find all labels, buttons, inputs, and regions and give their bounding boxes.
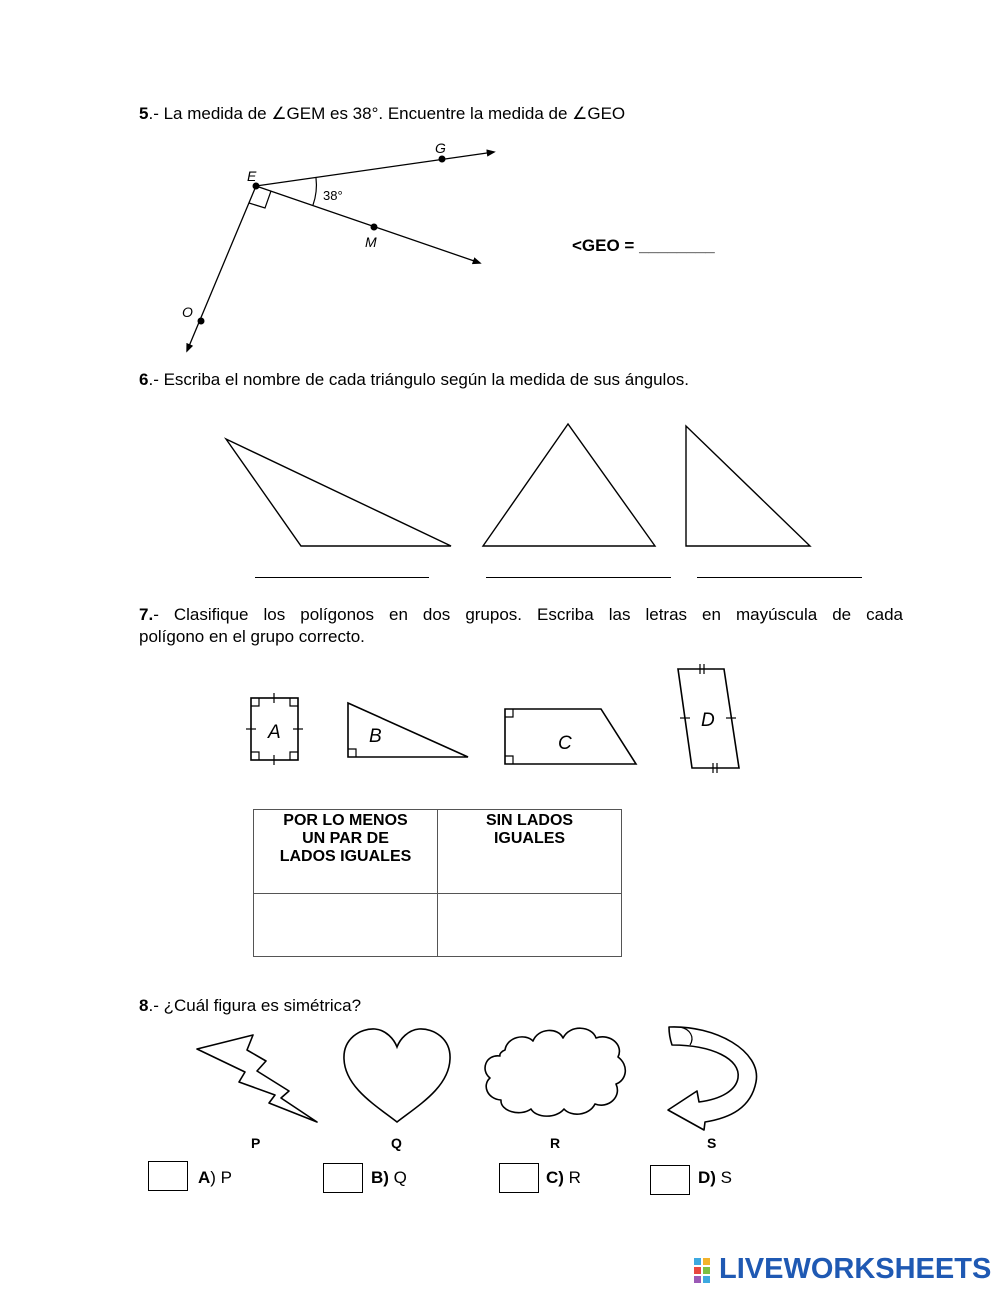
option-d-letter: D) [698,1168,716,1187]
header-col2-line1: SIN LADOS [485,812,574,829]
option-a-checkbox[interactable] [148,1161,188,1191]
triangle-obtuse [226,439,451,546]
angle-arc [313,178,316,205]
q7-prompt-line2: polígono en el grupo correcto. [139,627,365,646]
q5-number: 5 [139,104,149,123]
shape-c-label: C [558,733,572,754]
shape-d-label: D [701,710,715,731]
option-b-label [371,1168,407,1188]
header-col1 [254,810,438,894]
figure-label-q: Q [391,1135,402,1151]
option-c-label [546,1168,581,1188]
q7-polygons [0,660,1000,780]
triangle-right [686,426,810,546]
q6-number: 6 [139,370,149,389]
liveworksheets-logo [693,1253,991,1286]
option-a-letter: A [198,1168,211,1187]
logo-text: LIVEWORKSHEETS [719,1253,992,1285]
ray-em [256,186,480,263]
q6-answer-1-input[interactable] [255,557,429,578]
figure-p-lightning [197,1035,317,1122]
header-col2-line2: IGUALES [493,830,566,847]
option-c-letter: C) [546,1168,564,1187]
q8-prompt [139,995,361,1017]
figure-label-p: P [251,1135,261,1151]
triangle-acute [483,424,655,546]
point-m [371,224,378,231]
q8-number: 8 [139,996,149,1015]
q6-answer-2-input[interactable] [486,557,671,578]
q8-text: .- ¿Cuál figura es simétrica? [148,996,362,1015]
header-col1-line3: LADOS IGUALES [279,848,412,865]
header-col2 [438,810,622,894]
table-answer-row [254,894,622,957]
header-col1-line2: UN PAR DE [302,830,389,847]
q8-figures [0,1015,1000,1155]
option-c-value: R [563,1168,581,1187]
figure-label-r: R [550,1135,561,1151]
figure-s-arrow [668,1027,757,1130]
q6-prompt [139,369,689,391]
shape-b-label: B [369,726,382,747]
table-header-row [254,810,622,894]
q5-text: .- La medida de ∠GEM es 38°. Encuentre la medida de ∠GEO [148,104,626,123]
option-a-label [198,1168,232,1188]
q5-angle-diagram [0,0,1000,400]
figure-label-s: S [707,1135,717,1151]
answer-col2-cell[interactable] [438,894,622,957]
q5-answer-input[interactable] [650,236,738,256]
point-g [439,156,446,163]
option-a-value: P [215,1168,233,1187]
figure-r-cloud [485,1028,625,1116]
ray-eg [256,152,494,186]
option-d-value: S [715,1168,733,1187]
label-o: O [182,304,193,320]
logo-icon [693,1256,717,1284]
point-o [198,318,205,325]
label-angle: 38° [323,188,343,203]
figure-q-heart [344,1029,450,1122]
option-b-letter: B) [371,1168,389,1187]
label-m: M [365,234,377,250]
q7-groups-table [253,809,622,957]
header-col1-line1: POR LO MENOS [283,812,408,829]
option-b-value: Q [388,1168,407,1187]
ray-eo [187,186,256,351]
shape-a-label: A [268,722,281,743]
label-g: G [435,140,446,156]
q6-text: .- Escriba el nombre de cada triángulo según la medida de sus ángulos. [148,370,690,389]
q7-prompt-line1 [139,604,903,626]
option-a-sep: ) [210,1168,216,1187]
option-b-checkbox[interactable] [323,1163,363,1193]
q5-answer-label: <GEO = ________ [572,236,715,255]
option-d-checkbox[interactable] [650,1165,690,1195]
option-c-checkbox[interactable] [499,1163,539,1193]
label-e: E [247,168,257,184]
q6-answer-3-input[interactable] [697,557,862,578]
shape-b [348,703,468,757]
answer-col1-cell[interactable] [254,894,438,957]
q6-triangles [0,400,1000,560]
q7-number: 7. [139,605,154,624]
option-d-label [698,1168,732,1188]
q7-text-1: - Clasifique los polígonos en dos grupos. Escriba las letras en mayúscula de cada [153,605,903,624]
